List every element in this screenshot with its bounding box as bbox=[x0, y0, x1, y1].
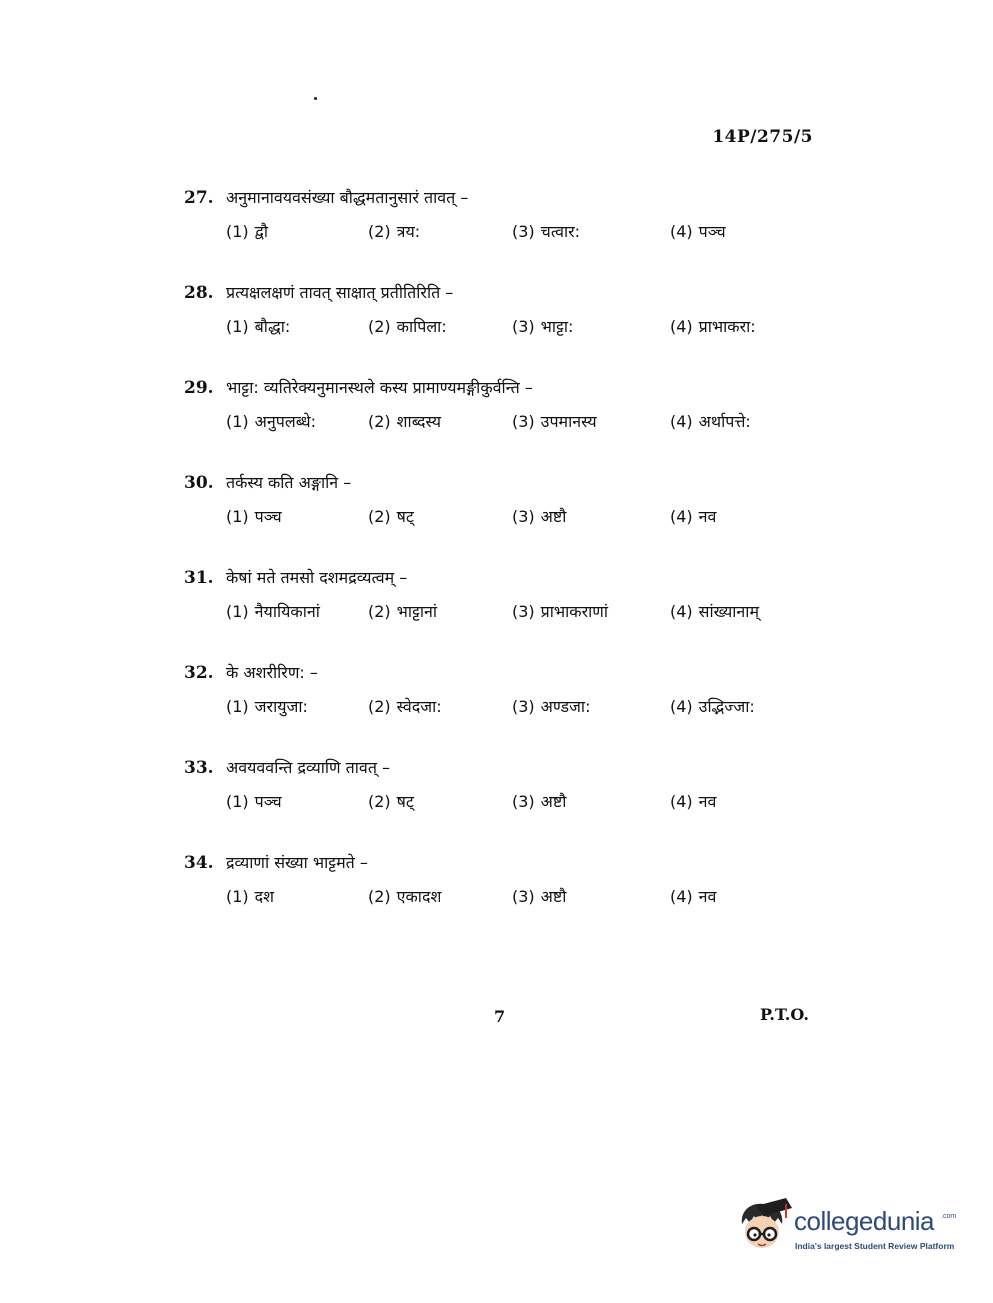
option-3: (3) अष्टौ bbox=[512, 792, 567, 811]
option-1: (1) जरायुजा: bbox=[226, 697, 308, 716]
question-text: के अशरीरिण: – bbox=[226, 663, 318, 682]
question-number: 31. bbox=[184, 568, 214, 588]
question-text: अवयववन्ति द्रव्याणि तावत् – bbox=[226, 758, 391, 777]
brand-suffix: .com bbox=[941, 1213, 957, 1220]
option-4: (4) प्राभाकरा: bbox=[670, 317, 756, 336]
option-1: (1) द्वौ bbox=[226, 222, 269, 241]
option-4: (4) नव bbox=[670, 507, 717, 526]
option-2: (2) त्रय: bbox=[368, 222, 421, 241]
option-3: (3) अण्डजा: bbox=[512, 697, 591, 716]
question-number: 34. bbox=[184, 853, 214, 873]
question-number: 33. bbox=[184, 758, 214, 778]
option-2: (2) भाट्टानां bbox=[368, 602, 438, 621]
paper-code: 14P/275/5 bbox=[712, 127, 813, 147]
option-3: (3) चत्वार: bbox=[512, 222, 581, 241]
option-1: (1) पञ्च bbox=[226, 792, 282, 811]
option-2: (2) एकादश bbox=[368, 887, 442, 906]
question-text: भाट्टा: व्यतिरेक्यनुमानस्थले कस्य प्रामाण्यमङ्गीकुर्वन्ति – bbox=[226, 378, 533, 397]
option-3: (3) उपमानस्य bbox=[512, 412, 597, 431]
options-row bbox=[226, 505, 824, 527]
option-1: (1) बौद्धा: bbox=[226, 317, 291, 336]
option-2: (2) षट् bbox=[368, 507, 414, 526]
options-row bbox=[226, 220, 824, 242]
option-4: (4) उद्भिज्जा: bbox=[670, 697, 755, 716]
option-4: (4) अर्थापत्ते: bbox=[670, 412, 751, 431]
question-text: प्रत्यक्षलक्षणं तावत् साक्षात् प्रतीतिरिति – bbox=[226, 283, 454, 302]
options-row bbox=[226, 410, 824, 432]
option-1: (1) पञ्च bbox=[226, 507, 282, 526]
question-text: तर्कस्य कति अङ्गानि – bbox=[226, 473, 352, 492]
option-2: (2) स्वेदजा: bbox=[368, 697, 442, 716]
question-text: अनुमानावयवसंख्या बौद्धमतानुसारं तावत् – bbox=[226, 188, 469, 207]
option-3: (3) भाट्टा: bbox=[512, 317, 574, 336]
question-28 bbox=[184, 281, 824, 376]
question-30 bbox=[184, 471, 824, 566]
brand-tagline: India's largest Student Review Platform bbox=[795, 1241, 955, 1251]
question-number: 29. bbox=[184, 378, 214, 398]
option-3: (3) अष्टौ bbox=[512, 887, 567, 906]
option-4: (4) पञ्च bbox=[670, 222, 726, 241]
options-row bbox=[226, 600, 824, 622]
question-29 bbox=[184, 376, 824, 471]
option-2: (2) शाब्दस्य bbox=[368, 412, 442, 431]
option-1: (1) दश bbox=[226, 887, 275, 906]
question-31 bbox=[184, 566, 824, 661]
question-32 bbox=[184, 661, 824, 756]
option-2: (2) कापिला: bbox=[368, 317, 447, 336]
option-4: (4) नव bbox=[670, 792, 717, 811]
question-27 bbox=[184, 186, 824, 281]
question-number: 27. bbox=[184, 188, 214, 208]
collegedunia-watermark bbox=[734, 1196, 964, 1260]
option-4: (4) नव bbox=[670, 887, 717, 906]
options-row bbox=[226, 315, 824, 337]
question-number: 30. bbox=[184, 473, 214, 493]
options-row bbox=[226, 695, 824, 717]
student-mascot-icon bbox=[734, 1196, 794, 1260]
option-4: (4) सांख्यानाम् bbox=[670, 602, 760, 621]
option-1: (1) नैयायिकानां bbox=[226, 602, 320, 621]
question-list bbox=[184, 186, 824, 946]
option-3: (3) प्राभाकराणां bbox=[512, 602, 609, 621]
question-33 bbox=[184, 756, 824, 851]
question-number: 32. bbox=[184, 663, 214, 683]
question-text: केषां मते तमसो दशमद्रव्यत्वम् – bbox=[226, 568, 408, 587]
brand-name: collegedunia bbox=[794, 1206, 935, 1236]
option-2: (2) षट् bbox=[368, 792, 414, 811]
option-3: (3) अष्टौ bbox=[512, 507, 567, 526]
options-row bbox=[226, 790, 824, 812]
pto-label: P.T.O. bbox=[760, 1005, 809, 1024]
stray-dot bbox=[314, 97, 317, 100]
question-number: 28. bbox=[184, 283, 214, 303]
option-1: (1) अनुपलब्धे: bbox=[226, 412, 316, 431]
options-row bbox=[226, 885, 824, 907]
question-34 bbox=[184, 851, 824, 946]
page-number: 7 bbox=[494, 1007, 506, 1026]
question-text: द्रव्याणां संख्या भाट्टमते – bbox=[226, 853, 368, 872]
